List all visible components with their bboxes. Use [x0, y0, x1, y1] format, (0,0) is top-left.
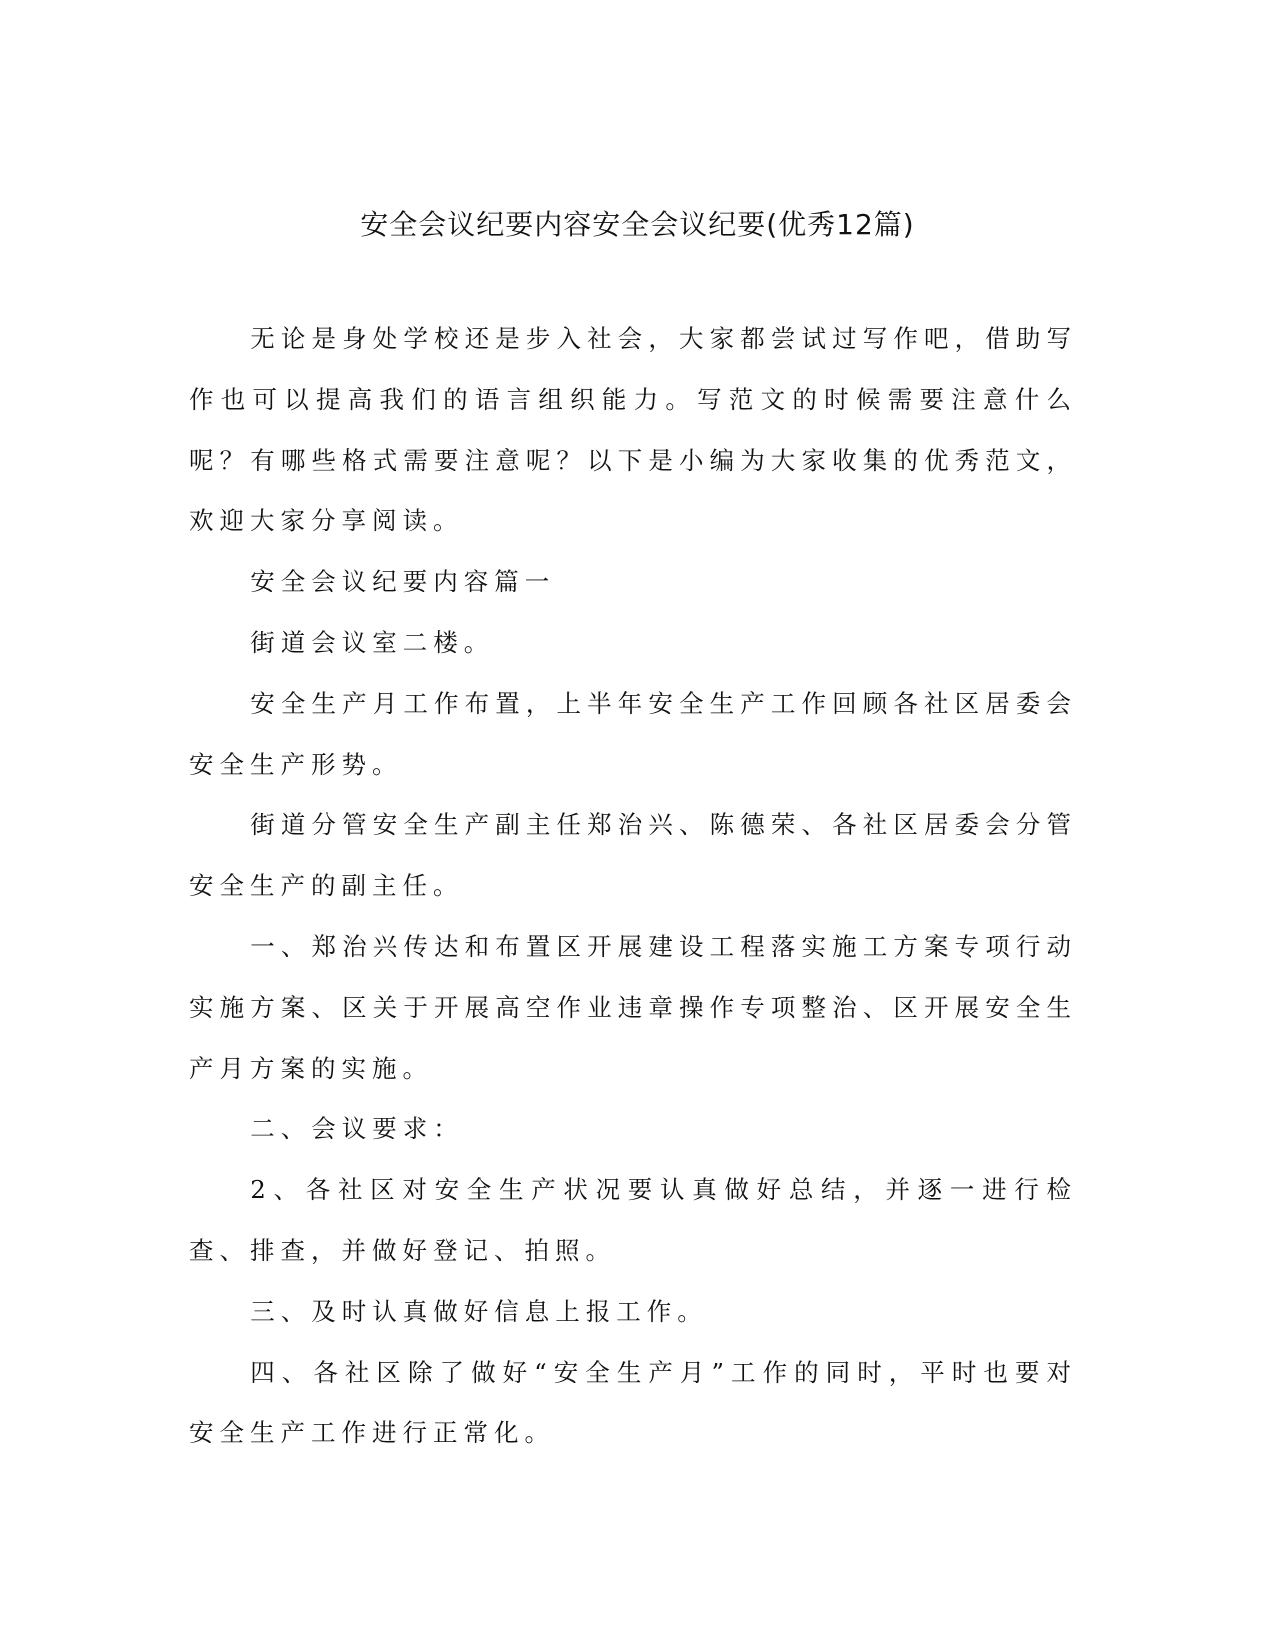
agenda-item-1: 一、郑治兴传达和布置区开展建设工程落实施工方案专项行动实施方案、区关于开展高空作业违章操作专项整治、区开展安全生产月方案的实施。 — [189, 931, 1077, 1083]
document-title: 安全会议纪要内容安全会议纪要(优秀12篇) — [360, 208, 915, 241]
document-body — [189, 309, 1077, 1464]
section-heading: 安全会议纪要内容篇一 — [250, 567, 556, 597]
agenda-item-3: 三、及时认真做好信息上报工作。 — [250, 1296, 708, 1326]
agenda-item-2: 二、会议要求： — [250, 1114, 464, 1144]
agenda-item-4: 四、各社区除了做好“安全生产月”工作的同时，平时也要对安全生产工作进行正常化。 — [189, 1357, 1077, 1448]
meeting-topic: 安全生产月工作布置，上半年安全生产工作回顾各社区居委会安全生产形势。 — [189, 688, 1077, 779]
meeting-attendees: 街道分管安全生产副主任郑治兴、陈德荣、各社区居委会分管安全生产的副主任。 — [189, 810, 1077, 901]
meeting-location: 街道会议室二楼。 — [250, 627, 495, 657]
intro-paragraph: 无论是身处学校还是步入社会，大家都尝试过写作吧，借助写作也可以提高我们的语言组织能力。写范文的时候需要注意什么呢？有哪些格式需要注意呢？以下是小编为大家收集的优秀范文，欢迎大家分享阅读。 — [189, 324, 1077, 536]
requirement-2: 2、各社区对安全生产状况要认真做好总结，并逐一进行检查、排查，并做好登记、拍照。 — [189, 1175, 1077, 1265]
